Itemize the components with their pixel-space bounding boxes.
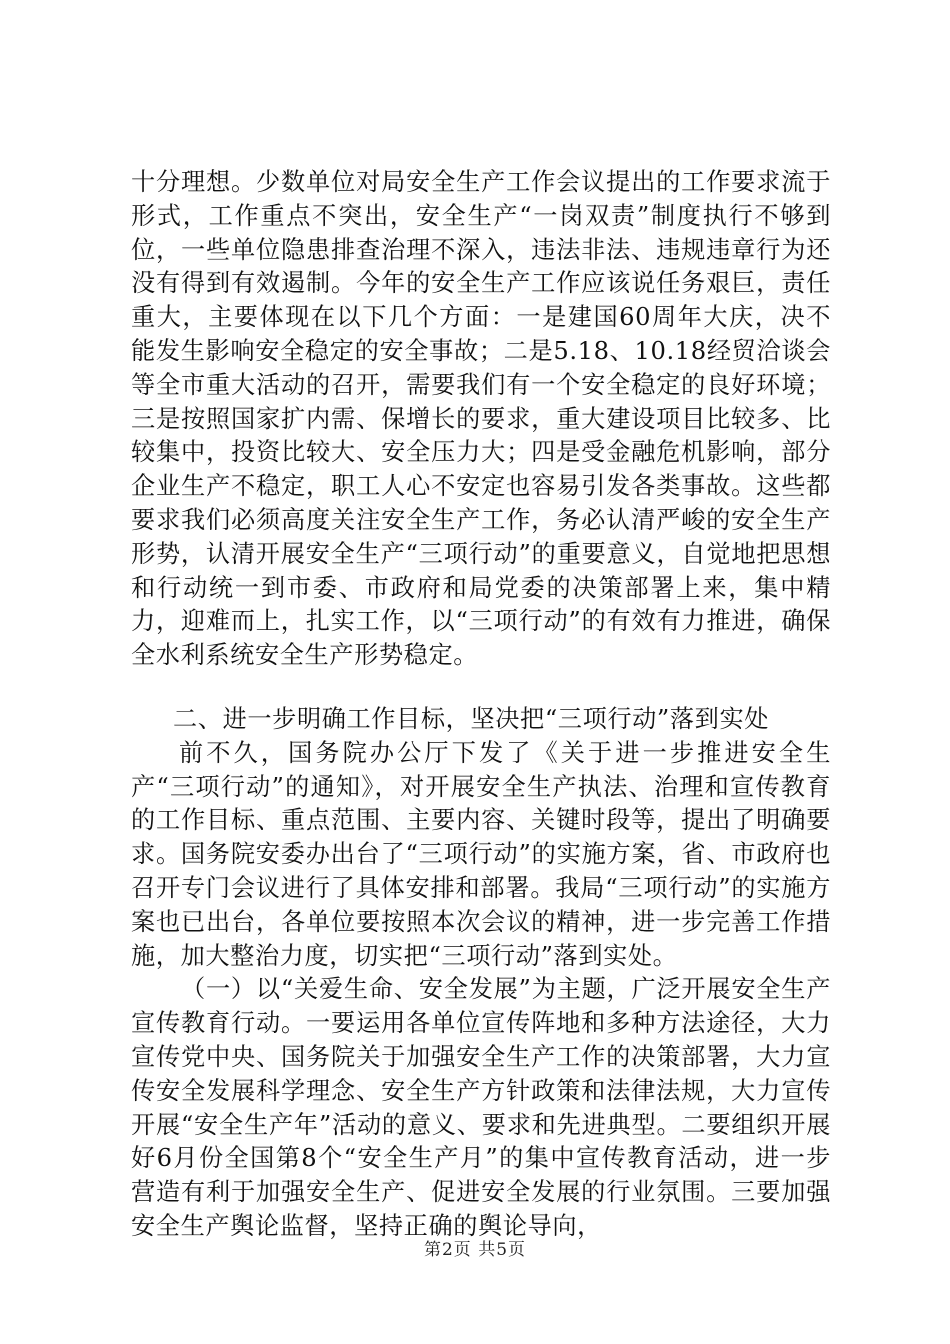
paragraph-subsection-1: （一）以“关爱生命、安全发展”为主题，广泛开展安全生产宣传教育行动。一要运用各单位宣传阵地和多种方法途径，大力宣传党中央、国务院关于加强安全生产工作的决策部署，大力宣传安全发展科学理念、安全生产方针政策和法律法规，大力宣传开展“安全生产年”活动的意义、要求和先进典型。二要组织开展好6月份全国第8个“安全生产月”的集中宣传教育活动，进一步营造有利于加强安全生产、促进安全发展的行业氛围。三要加强安全生产舆论监督，坚持正确的舆论导向， bbox=[131, 975, 831, 1240]
paragraph-intro: 前不久，国务院办公厅下发了《关于进一步推进安全生产“三项行动”的通知》，对开展安全生产执法、治理和宣传教育的工作目标、重点范围、主要内容、关键时段等，提出了明确要求。国务院安委办出台了“三项行动”的实施方案，省、市政府也召开专门会议进行了具体安排和部署。我局“三项行动”的实施方案也已出台，各单位要按照本次会议的精神，进一步完善工作措施，加大整治力度，切实把“三项行动”落到实处。 bbox=[131, 738, 831, 970]
document-body bbox=[131, 166, 831, 1244]
page-footer: 第2页 共5页 bbox=[423, 1240, 527, 1260]
paragraph-continued: 十分理想。少数单位对局安全生产工作会议提出的工作要求流于形式，工作重点不突出，安全生产“一岗双责”制度执行不够到位，一些单位隐患排查治理不深入，违法非法、违规违章行为还没有得到有效遏制。今年的安全生产工作应该说任务艰巨，责任重大，主要体现在以下几个方面：一是建国60周年大庆，决不能发生影响安全稳定的安全事故；二是5.18、10.18经贸洽谈会等全市重大活动的召开，需要我们有一个安全稳定的良好环境；三是按照国家扩内需、保增长的要求，重大建设项目比较多、比较集中，投资比较大、安全压力大；四是受金融危机影响，部分企业生产不稳定，职工人心不安定也容易引发各类事故。这些都要求我们必须高度关注安全生产工作，务必认清严峻的安全生产形势，认清开展安全生产“三项行动”的重要意义，自觉地把思想和行动统一到市委、市政府和局党委的决策部署上来，集中精力，迎难而上，扎实工作，以“三项行动”的有效有力推进，确保全水利系统安全生产形势稳定。 bbox=[131, 168, 831, 670]
section-heading: 二、进一步明确工作目标，坚决把“三项行动”落到实处 bbox=[173, 704, 770, 733]
